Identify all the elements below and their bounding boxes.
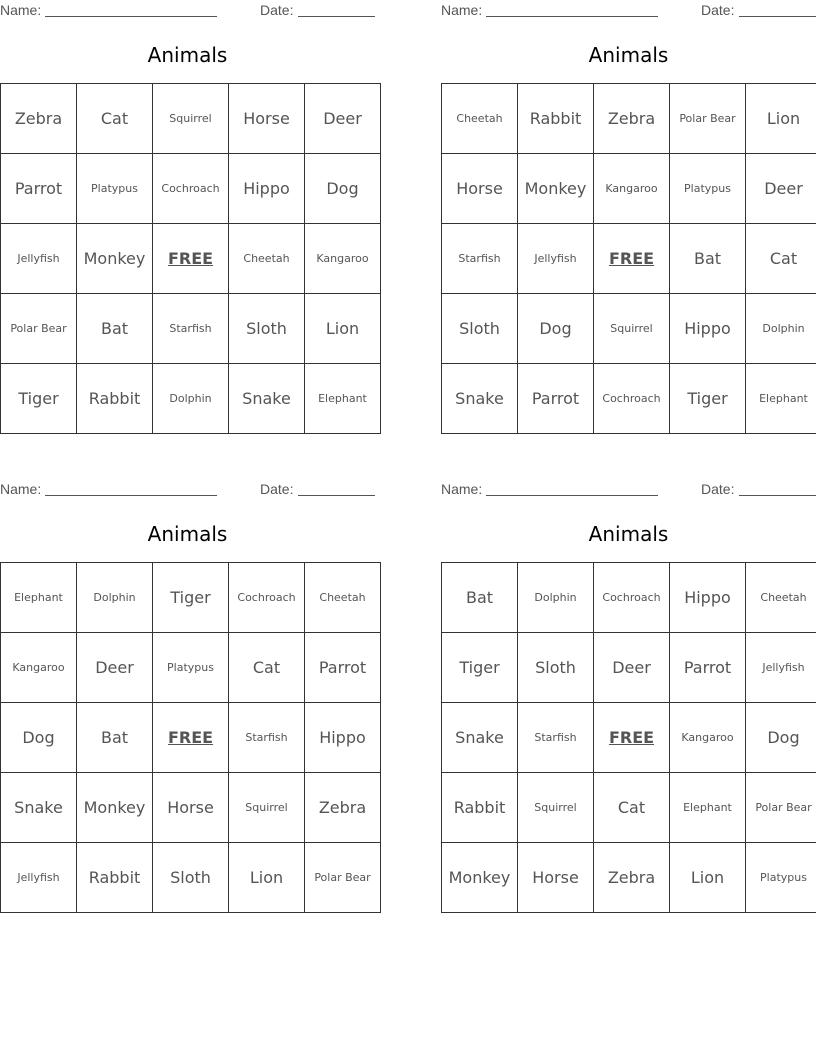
name-blank-line	[486, 495, 658, 496]
grid-cell: Parrot	[670, 633, 746, 703]
grid-cell: Zebra	[1, 84, 77, 154]
grid-cell: Cat	[77, 84, 153, 154]
grid-cell: Monkey	[518, 154, 594, 224]
name-label: Name:	[0, 2, 42, 18]
grid-cell: Hippo	[670, 294, 746, 364]
date-label: Date:	[701, 2, 735, 18]
grid-cell: Kangaroo	[1, 633, 77, 703]
grid-cell: Jellyfish	[1, 224, 77, 294]
date-blank-line	[298, 495, 375, 496]
name-label: Name:	[441, 481, 483, 497]
grid-cell: Tiger	[442, 633, 518, 703]
grid-cell: Horse	[229, 84, 305, 154]
grid-row	[1, 224, 381, 294]
grid-cell: Squirrel	[229, 773, 305, 843]
grid-cell: Cochroach	[153, 154, 229, 224]
grid-cell: Bat	[77, 703, 153, 773]
grid-cell: Sloth	[518, 633, 594, 703]
grid-cell: Parrot	[518, 364, 594, 434]
grid-cell: Hippo	[229, 154, 305, 224]
free-space-cell: FREE	[153, 703, 229, 773]
grid-cell: Bat	[670, 224, 746, 294]
grid-cell: Cheetah	[442, 84, 518, 154]
grid-cell: Lion	[229, 843, 305, 913]
grid-row	[442, 843, 816, 913]
grid-cell: Rabbit	[77, 364, 153, 434]
grid-cell: Cat	[746, 224, 816, 294]
grid-cell: Elephant	[670, 773, 746, 843]
card-title: Animals	[147, 43, 228, 67]
bingo-card-1	[0, 0, 375, 434]
grid-cell: Tiger	[153, 563, 229, 633]
name-blank-line	[45, 16, 217, 17]
grid-cell: Cheetah	[229, 224, 305, 294]
bingo-grid	[0, 562, 381, 913]
grid-cell: Kangaroo	[305, 224, 381, 294]
free-space-cell: FREE	[594, 703, 670, 773]
grid-cell: Dog	[746, 703, 816, 773]
grid-cell: Horse	[153, 773, 229, 843]
grid-cell: Monkey	[77, 773, 153, 843]
grid-cell: Platypus	[746, 843, 816, 913]
bingo-card-3	[0, 479, 375, 913]
grid-cell: Lion	[746, 84, 816, 154]
grid-cell: Starfish	[153, 294, 229, 364]
grid-cell: Platypus	[77, 154, 153, 224]
grid-row	[442, 294, 816, 364]
grid-cell: Cochroach	[229, 563, 305, 633]
grid-row	[442, 84, 816, 154]
grid-cell: Dolphin	[518, 563, 594, 633]
card-header	[441, 479, 816, 499]
grid-cell: Bat	[77, 294, 153, 364]
card-header	[0, 479, 375, 499]
grid-row	[1, 294, 381, 364]
card-header	[0, 0, 375, 20]
grid-cell: Lion	[670, 843, 746, 913]
grid-row	[1, 773, 381, 843]
grid-cell: Parrot	[305, 633, 381, 703]
grid-cell: Deer	[305, 84, 381, 154]
grid-row	[442, 703, 816, 773]
grid-cell: Zebra	[594, 84, 670, 154]
grid-cell: Cochroach	[594, 563, 670, 633]
grid-cell: Snake	[442, 364, 518, 434]
grid-cell: Elephant	[305, 364, 381, 434]
grid-cell: Dog	[305, 154, 381, 224]
grid-cell: Polar Bear	[1, 294, 77, 364]
free-space-cell: FREE	[153, 224, 229, 294]
grid-cell: Sloth	[153, 843, 229, 913]
grid-cell: Cheetah	[746, 563, 816, 633]
grid-cell: Rabbit	[518, 84, 594, 154]
grid-cell: Starfish	[442, 224, 518, 294]
grid-cell: Starfish	[518, 703, 594, 773]
grid-cell: Polar Bear	[670, 84, 746, 154]
grid-cell: Starfish	[229, 703, 305, 773]
date-blank-line	[298, 16, 375, 17]
grid-cell: Tiger	[670, 364, 746, 434]
grid-cell: Snake	[1, 773, 77, 843]
grid-cell: Snake	[229, 364, 305, 434]
grid-cell: Horse	[518, 843, 594, 913]
grid-cell: Dolphin	[77, 563, 153, 633]
grid-cell: Deer	[594, 633, 670, 703]
grid-row	[1, 703, 381, 773]
grid-cell: Kangaroo	[594, 154, 670, 224]
grid-cell: Jellyfish	[746, 633, 816, 703]
bingo-card-4	[441, 479, 816, 913]
grid-row	[442, 154, 816, 224]
grid-cell: Rabbit	[77, 843, 153, 913]
name-label: Name:	[0, 481, 42, 497]
grid-cell: Dolphin	[153, 364, 229, 434]
grid-cell: Bat	[442, 563, 518, 633]
grid-row	[442, 773, 816, 843]
grid-row	[442, 224, 816, 294]
bingo-grid	[441, 562, 816, 913]
card-title: Animals	[588, 522, 669, 546]
free-space-cell: FREE	[594, 224, 670, 294]
grid-cell: Elephant	[746, 364, 816, 434]
grid-cell: Cheetah	[305, 563, 381, 633]
grid-cell: Monkey	[77, 224, 153, 294]
grid-row	[1, 563, 381, 633]
grid-cell: Cochroach	[594, 364, 670, 434]
grid-cell: Squirrel	[594, 294, 670, 364]
grid-cell: Tiger	[1, 364, 77, 434]
grid-cell: Zebra	[305, 773, 381, 843]
grid-row	[1, 843, 381, 913]
card-title: Animals	[588, 43, 669, 67]
card-header	[441, 0, 816, 20]
grid-row	[1, 633, 381, 703]
grid-row	[442, 364, 816, 434]
grid-cell: Hippo	[305, 703, 381, 773]
grid-cell: Cat	[594, 773, 670, 843]
grid-cell: Polar Bear	[746, 773, 816, 843]
grid-cell: Deer	[77, 633, 153, 703]
grid-row	[1, 364, 381, 434]
grid-row	[1, 84, 381, 154]
grid-cell: Polar Bear	[305, 843, 381, 913]
grid-cell: Horse	[442, 154, 518, 224]
date-blank-line	[739, 16, 816, 17]
grid-cell: Dog	[518, 294, 594, 364]
name-label: Name:	[441, 2, 483, 18]
grid-cell: Kangaroo	[670, 703, 746, 773]
grid-cell: Rabbit	[442, 773, 518, 843]
grid-cell: Platypus	[670, 154, 746, 224]
grid-cell: Squirrel	[153, 84, 229, 154]
grid-cell: Jellyfish	[518, 224, 594, 294]
name-blank-line	[486, 16, 658, 17]
grid-cell: Deer	[746, 154, 816, 224]
grid-cell: Sloth	[442, 294, 518, 364]
grid-cell: Monkey	[442, 843, 518, 913]
grid-cell: Cat	[229, 633, 305, 703]
grid-cell: Sloth	[229, 294, 305, 364]
grid-cell: Squirrel	[518, 773, 594, 843]
card-title: Animals	[147, 522, 228, 546]
grid-row	[442, 563, 816, 633]
date-label: Date:	[260, 481, 294, 497]
grid-row	[1, 154, 381, 224]
date-blank-line	[739, 495, 816, 496]
grid-cell: Elephant	[1, 563, 77, 633]
name-blank-line	[45, 495, 217, 496]
grid-cell: Jellyfish	[1, 843, 77, 913]
grid-cell: Platypus	[153, 633, 229, 703]
grid-cell: Dolphin	[746, 294, 816, 364]
grid-cell: Snake	[442, 703, 518, 773]
grid-cell: Hippo	[670, 563, 746, 633]
date-label: Date:	[701, 481, 735, 497]
bingo-grid	[441, 83, 816, 434]
grid-row	[442, 633, 816, 703]
bingo-grid	[0, 83, 381, 434]
grid-cell: Parrot	[1, 154, 77, 224]
grid-cell: Lion	[305, 294, 381, 364]
bingo-card-2	[441, 0, 816, 434]
grid-cell: Dog	[1, 703, 77, 773]
date-label: Date:	[260, 2, 294, 18]
grid-cell: Zebra	[594, 843, 670, 913]
